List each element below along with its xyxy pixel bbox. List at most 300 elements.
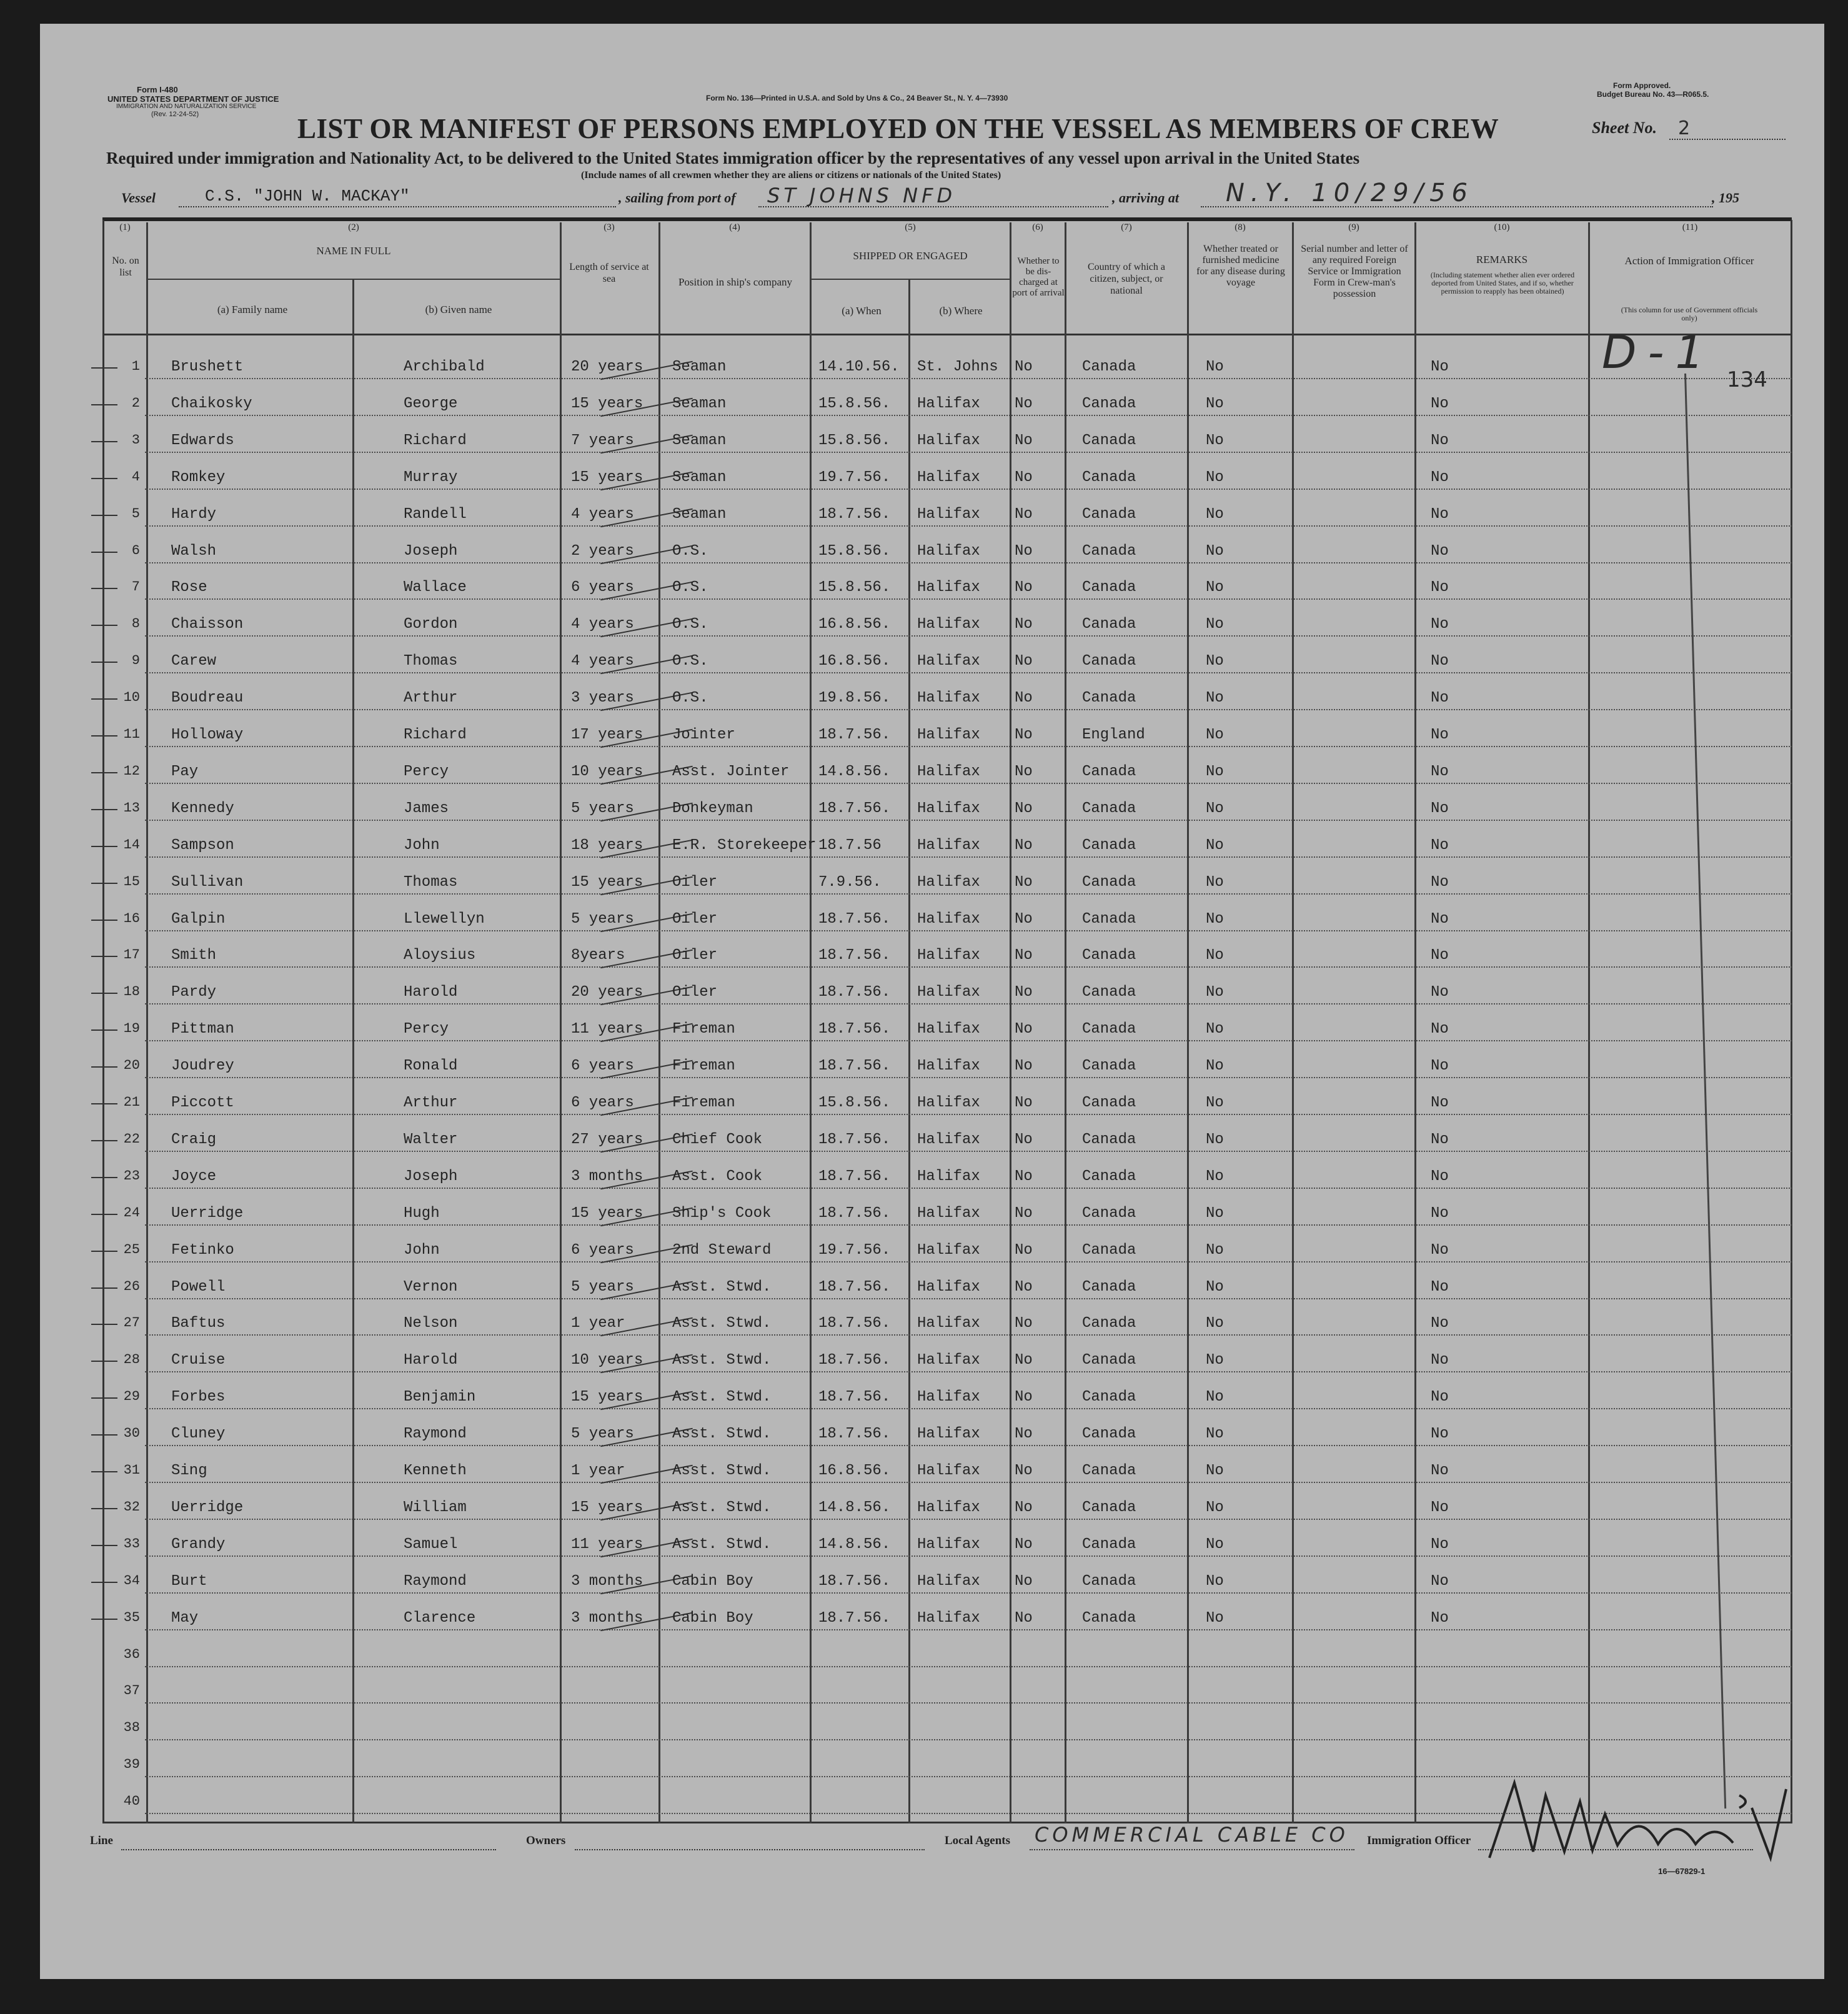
cell-when: 18.7.56. xyxy=(818,1315,891,1332)
row-rule xyxy=(145,1702,1792,1704)
cell-position: Cabin Boy xyxy=(672,1572,753,1590)
cell-length: 5 years xyxy=(571,800,634,817)
cell-position: Asst. Stwd. xyxy=(672,1499,772,1516)
cell-discharged: No xyxy=(1015,690,1033,707)
checkoff-tick xyxy=(91,1287,117,1289)
cell-treated: No xyxy=(1206,1204,1224,1222)
cell-remarks: No xyxy=(1431,947,1449,965)
cell-position: Asst. Stwd. xyxy=(672,1389,772,1406)
cell-remarks: No xyxy=(1431,1131,1449,1148)
cell-country: Canada xyxy=(1082,1278,1136,1296)
cell-remarks: No xyxy=(1431,690,1449,707)
col9-number: (9) xyxy=(1348,222,1359,232)
cell-length: 1 year xyxy=(571,1315,625,1332)
row-number: 29 xyxy=(123,1389,140,1405)
cell-remarks: No xyxy=(1431,873,1449,891)
cell-family: Rose xyxy=(171,579,207,597)
checkoff-tick xyxy=(91,1619,117,1620)
cell-remarks: No xyxy=(1431,1572,1449,1590)
cell-country: Canada xyxy=(1082,836,1136,854)
cell-discharged: No xyxy=(1015,1609,1033,1627)
cell-given: Ronald xyxy=(404,1058,458,1075)
cell-length: 6 years xyxy=(571,1241,634,1259)
required-statement: Required under immigration and Nationality Act, to be delivered to the United States immigration officer by the representatives of any vessel upon arrival in the United States xyxy=(106,149,1360,167)
cell-remarks: No xyxy=(1431,432,1449,449)
row-rule xyxy=(145,635,1792,637)
cell-length: 10 years xyxy=(571,1352,643,1369)
cell-when: 18.7.56. xyxy=(818,1572,891,1590)
cell-given: Walter xyxy=(404,1131,458,1148)
row-rule xyxy=(145,1629,1792,1631)
checkoff-tick xyxy=(91,809,117,810)
arrival-port-date: N.Y. 10/29/56 xyxy=(1226,179,1474,207)
cell-discharged: No xyxy=(1015,542,1033,560)
cell-treated: No xyxy=(1206,1352,1224,1369)
cell-position: E.R. Storekeeper xyxy=(672,836,817,854)
cell-country: Canada xyxy=(1082,690,1136,707)
cell-position: Seaman xyxy=(672,395,727,412)
cell-where: Halifax xyxy=(917,763,980,780)
cell-country: Canada xyxy=(1082,763,1136,780)
checkoff-tick xyxy=(91,735,117,737)
cell-when: 7.9.56. xyxy=(818,873,882,891)
cell-length: 5 years xyxy=(571,1278,634,1296)
owners-underline xyxy=(575,1849,925,1850)
line-label: Line xyxy=(90,1834,113,1847)
cell-treated: No xyxy=(1206,1278,1224,1296)
cell-where: Halifax xyxy=(917,1131,980,1148)
row-number: 3 xyxy=(131,432,140,448)
cell-length: 1 year xyxy=(571,1462,625,1479)
cell-family: Chaisson xyxy=(171,616,244,633)
cell-given: Percy xyxy=(404,763,449,780)
col1-header: No. on list xyxy=(112,255,139,278)
cell-treated: No xyxy=(1206,873,1224,891)
cell-remarks: No xyxy=(1431,542,1449,560)
cell-length: 11 years xyxy=(571,1021,643,1038)
cell-where: Halifax xyxy=(917,1058,980,1075)
cell-length: 3 months xyxy=(571,1572,643,1590)
cell-where: St. Johns xyxy=(917,359,998,375)
cell-given: Archibald xyxy=(404,359,485,375)
line-underline xyxy=(121,1849,496,1850)
row-rule xyxy=(145,415,1792,417)
cell-when: 14.8.56. xyxy=(818,1535,891,1553)
cell-where: Halifax xyxy=(917,542,980,560)
cell-country: Canada xyxy=(1082,1609,1136,1627)
checkoff-tick xyxy=(91,1066,117,1068)
cell-when: 19.8.56. xyxy=(818,690,891,707)
cell-family: Uerridge xyxy=(171,1204,244,1222)
row-number: 2 xyxy=(131,395,140,411)
cell-when: 18.7.56. xyxy=(818,727,891,743)
cell-treated: No xyxy=(1206,469,1224,486)
cell-country: Canada xyxy=(1082,1094,1136,1111)
cell-position: Seaman xyxy=(672,505,727,523)
row-rule xyxy=(145,783,1792,785)
cell-position: O.S. xyxy=(672,542,708,560)
cell-discharged: No xyxy=(1015,800,1033,817)
cell-where: Halifax xyxy=(917,653,980,670)
row-rule xyxy=(145,1334,1792,1336)
cell-country: Canada xyxy=(1082,1499,1136,1516)
cell-family: Brushett xyxy=(171,359,244,375)
cell-where: Halifax xyxy=(917,616,980,633)
cell-when: 15.8.56. xyxy=(818,395,891,412)
cell-remarks: No xyxy=(1431,1204,1449,1222)
col-sep-6 xyxy=(1065,222,1066,1823)
col10-number: (10) xyxy=(1494,222,1510,232)
col2-number: (2) xyxy=(348,222,359,232)
row-rule xyxy=(145,893,1792,895)
cell-position: Ship's Cook xyxy=(672,1204,772,1222)
cell-family: Romkey xyxy=(171,469,226,486)
row-number: 18 xyxy=(123,984,140,1000)
cell-length: 4 years xyxy=(571,505,634,523)
cell-remarks: No xyxy=(1431,1241,1449,1259)
cell-when: 18.7.56. xyxy=(818,1609,891,1627)
row-number: 40 xyxy=(123,1793,140,1810)
vessel-name: C.S. "JOHN W. MACKAY" xyxy=(205,187,410,206)
cell-position: Fireman xyxy=(672,1021,735,1038)
col-sep-1 xyxy=(146,222,148,1823)
sheet-label: Sheet No. xyxy=(1592,119,1657,137)
checkoff-tick xyxy=(91,588,117,589)
row-rule xyxy=(145,856,1792,858)
cell-remarks: No xyxy=(1431,1352,1449,1369)
col4-number: (4) xyxy=(729,222,740,232)
col-sep-4 xyxy=(810,222,812,1823)
cell-family: Joudrey xyxy=(171,1058,234,1075)
checkoff-tick xyxy=(91,441,117,442)
cell-country: Canada xyxy=(1082,469,1136,486)
checkoff-tick xyxy=(91,956,117,957)
row-rule xyxy=(145,1003,1792,1005)
cell-family: Joyce xyxy=(171,1168,217,1185)
cell-position: Fireman xyxy=(672,1094,735,1111)
checkoff-tick xyxy=(91,698,117,700)
cell-remarks: No xyxy=(1431,505,1449,523)
local-agents-label: Local Agents xyxy=(945,1834,1011,1847)
cell-given: John xyxy=(404,1241,440,1259)
cell-discharged: No xyxy=(1015,1131,1033,1148)
row-number: 36 xyxy=(123,1646,140,1662)
row-number: 28 xyxy=(123,1352,140,1368)
cell-country: Canada xyxy=(1082,616,1136,633)
cell-when: 14.10.56. xyxy=(818,359,900,375)
col4-header: Position in ship's company xyxy=(678,276,793,288)
row-number: 19 xyxy=(123,1021,140,1037)
cell-length: 11 years xyxy=(571,1535,643,1553)
cell-remarks: No xyxy=(1431,653,1449,670)
cell-where: Halifax xyxy=(917,1389,980,1406)
row-rule xyxy=(145,598,1792,600)
cell-family: Grandy xyxy=(171,1535,226,1553)
department: UNITED STATES DEPARTMENT OF JUSTICE xyxy=(107,94,279,104)
col11-number: (11) xyxy=(1682,222,1698,232)
checkoff-tick xyxy=(91,1434,117,1436)
cell-given: Joseph xyxy=(404,542,458,560)
cell-remarks: No xyxy=(1431,1021,1449,1038)
cell-when: 18.7.56 xyxy=(818,836,882,854)
arriving-underline xyxy=(1201,206,1713,207)
cell-treated: No xyxy=(1206,1315,1224,1332)
cell-discharged: No xyxy=(1015,1241,1033,1259)
cell-when: 15.8.56. xyxy=(818,579,891,597)
header-divider xyxy=(102,334,1792,335)
col2-header: NAME IN FULL xyxy=(316,245,391,257)
cell-remarks: No xyxy=(1431,1535,1449,1553)
cell-length: 3 months xyxy=(571,1609,643,1627)
cell-position: O.S. xyxy=(672,690,708,707)
checkoff-tick xyxy=(91,625,117,626)
cell-when: 18.7.56. xyxy=(818,1426,891,1443)
cell-discharged: No xyxy=(1015,763,1033,780)
cell-country: Canada xyxy=(1082,1352,1136,1369)
cell-country: Canada xyxy=(1082,359,1136,375)
col11-header: Action of Immigration Officer xyxy=(1624,255,1754,267)
table-right-border xyxy=(1791,220,1792,1823)
cell-country: Canada xyxy=(1082,542,1136,560)
cell-where: Halifax xyxy=(917,395,980,412)
col-sep-2 xyxy=(560,222,562,1823)
cell-treated: No xyxy=(1206,800,1224,817)
row-number: 30 xyxy=(123,1426,140,1442)
cell-when: 16.8.56. xyxy=(818,653,891,670)
cell-given: Benjamin xyxy=(404,1389,476,1406)
cell-remarks: No xyxy=(1431,1499,1449,1516)
cell-family: Chaikosky xyxy=(171,395,252,412)
col5a-header: (a) When xyxy=(842,305,882,317)
cell-family: Sampson xyxy=(171,836,234,854)
cell-where: Halifax xyxy=(917,800,980,817)
cell-position: Oiler xyxy=(672,947,718,965)
row-rule xyxy=(145,820,1792,821)
cell-family: Pay xyxy=(171,763,199,780)
cell-remarks: No xyxy=(1431,1389,1449,1406)
cell-position: Asst. Stwd. xyxy=(672,1426,772,1443)
cell-treated: No xyxy=(1206,947,1224,965)
cell-given: Gordon xyxy=(404,616,458,633)
printer-line: Form No. 136—Printed in U.S.A. and Sold by Uns & Co., 24 Beaver St., N. Y. 4—73930 xyxy=(706,94,1008,102)
row-number: 38 xyxy=(123,1720,140,1736)
cell-where: Halifax xyxy=(917,910,980,928)
cell-treated: No xyxy=(1206,505,1224,523)
col2b-header: (b) Given name xyxy=(425,304,492,315)
cell-given: Raymond xyxy=(404,1426,467,1443)
cell-position: Asst. Stwd. xyxy=(672,1535,772,1553)
cell-family: Boudreau xyxy=(171,690,244,707)
cell-where: Halifax xyxy=(917,432,980,449)
row-rule xyxy=(145,1151,1792,1153)
cell-where: Halifax xyxy=(917,1168,980,1185)
cell-position: Jointer xyxy=(672,727,735,743)
row-number: 33 xyxy=(123,1535,140,1552)
cell-length: 6 years xyxy=(571,1058,634,1075)
cell-discharged: No xyxy=(1015,469,1033,486)
row-number: 23 xyxy=(123,1168,140,1184)
cell-country: Canada xyxy=(1082,653,1136,670)
port-of-departure: ST JOHNS NFD xyxy=(767,184,956,207)
cell-discharged: No xyxy=(1015,873,1033,891)
cell-discharged: No xyxy=(1015,1426,1033,1443)
cell-treated: No xyxy=(1206,1094,1224,1111)
cell-treated: No xyxy=(1206,1131,1224,1148)
cell-length: 20 years xyxy=(571,984,643,1001)
cell-when: 18.7.56. xyxy=(818,800,891,817)
cell-treated: No xyxy=(1206,984,1224,1001)
cell-when: 16.8.56. xyxy=(818,1462,891,1479)
cell-remarks: No xyxy=(1431,1278,1449,1296)
cell-when: 16.8.56. xyxy=(818,616,891,633)
cell-length: 4 years xyxy=(571,653,634,670)
cell-discharged: No xyxy=(1015,1168,1033,1185)
cell-given: Wallace xyxy=(404,579,467,597)
cell-position: Fireman xyxy=(672,1058,735,1075)
row-number: 8 xyxy=(131,616,140,632)
cell-discharged: No xyxy=(1015,1058,1033,1075)
cell-when: 18.7.56. xyxy=(818,947,891,965)
checkoff-tick xyxy=(91,552,117,553)
row-number: 7 xyxy=(131,579,140,595)
cell-treated: No xyxy=(1206,1058,1224,1075)
cell-position: Asst. Stwd. xyxy=(672,1352,772,1369)
row-number: 10 xyxy=(123,690,140,706)
cell-family: Galpin xyxy=(171,910,226,928)
cell-where: Halifax xyxy=(917,1278,980,1296)
cell-family: Walsh xyxy=(171,542,217,560)
shipped-subheader-line xyxy=(810,279,1011,280)
cell-where: Halifax xyxy=(917,1572,980,1590)
cell-remarks: No xyxy=(1431,800,1449,817)
sailing-label: , sailing from port of xyxy=(618,190,736,206)
checkoff-tick xyxy=(91,1397,117,1399)
cell-treated: No xyxy=(1206,1389,1224,1406)
cell-where: Halifax xyxy=(917,505,980,523)
row-number: 34 xyxy=(123,1572,140,1589)
cell-country: Canada xyxy=(1082,432,1136,449)
row-number: 1 xyxy=(131,359,140,374)
cell-given: Nelson xyxy=(404,1315,458,1332)
cell-treated: No xyxy=(1206,1426,1224,1443)
row-rule xyxy=(145,1445,1792,1447)
row-rule xyxy=(145,930,1792,932)
col7-header: Country of which a citizen, subject, or national xyxy=(1088,262,1165,296)
row-rule xyxy=(145,1482,1792,1484)
cell-family: Smith xyxy=(171,947,217,965)
cell-given: Thomas xyxy=(404,873,458,891)
row-number: 6 xyxy=(131,542,140,558)
cell-when: 18.7.56. xyxy=(818,1131,891,1148)
include-statement: (Include names of all crewmen whether they are aliens or citizens or nationals of the United States) xyxy=(581,170,1001,181)
cell-family: Sing xyxy=(171,1462,207,1479)
cell-discharged: No xyxy=(1015,1462,1033,1479)
cell-remarks: No xyxy=(1431,836,1449,854)
form-code: 16—67829-1 xyxy=(1658,1867,1706,1876)
row-rule xyxy=(145,1224,1792,1226)
cell-remarks: No xyxy=(1431,763,1449,780)
cell-remarks: No xyxy=(1431,359,1449,375)
row-rule xyxy=(145,1666,1792,1668)
cell-position: Seaman xyxy=(672,469,727,486)
cell-remarks: No xyxy=(1431,1058,1449,1075)
manifest-sheet xyxy=(40,24,1824,1979)
revision: (Rev. 12-24-52) xyxy=(151,111,199,118)
checkoff-tick xyxy=(91,1545,117,1546)
cell-where: Halifax xyxy=(917,579,980,597)
cell-length: 15 years xyxy=(571,873,643,891)
cell-treated: No xyxy=(1206,836,1224,854)
cell-when: 18.7.56. xyxy=(818,1389,891,1406)
checkoff-tick xyxy=(91,515,117,516)
cell-discharged: No xyxy=(1015,395,1033,412)
cell-country: Canada xyxy=(1082,1204,1136,1222)
cell-treated: No xyxy=(1206,763,1224,780)
checkoff-tick xyxy=(91,662,117,663)
cell-family: Burt xyxy=(171,1572,207,1590)
checkoff-tick xyxy=(91,846,117,847)
cell-treated: No xyxy=(1206,1462,1224,1479)
cell-length: 6 years xyxy=(571,579,634,597)
row-rule xyxy=(145,1040,1792,1042)
cell-length: 8years xyxy=(571,947,625,965)
cell-length: 15 years xyxy=(571,395,643,412)
cell-discharged: No xyxy=(1015,1278,1033,1296)
cell-when: 18.7.56. xyxy=(818,1352,891,1369)
cell-where: Halifax xyxy=(917,1426,980,1443)
row-number: 24 xyxy=(123,1204,140,1221)
cell-treated: No xyxy=(1206,432,1224,449)
cell-country: Canada xyxy=(1082,1462,1136,1479)
cell-discharged: No xyxy=(1015,727,1033,743)
cell-position: O.S. xyxy=(672,616,708,633)
cell-length: 3 years xyxy=(571,690,634,707)
cell-length: 27 years xyxy=(571,1131,643,1148)
col1-number: (1) xyxy=(119,222,131,232)
cell-given: Clarence xyxy=(404,1609,476,1627)
row-rule xyxy=(145,1261,1792,1263)
col-sep-5 xyxy=(1010,222,1011,1823)
col6-header: Whether to be dis-charged at port of arrival xyxy=(1012,256,1065,298)
col3-header: Length of service at sea xyxy=(569,262,649,284)
col10-note: (Including statement whether alien ever ordered deported from United States, and if so, whether permission to reapply has been obtained) xyxy=(1430,270,1575,295)
cell-remarks: No xyxy=(1431,469,1449,486)
row-number: 22 xyxy=(123,1131,140,1147)
cell-discharged: No xyxy=(1015,1352,1033,1369)
cell-country: Canada xyxy=(1082,1021,1136,1038)
col2a-header: (a) Family name xyxy=(217,304,288,315)
cell-length: 10 years xyxy=(571,763,643,780)
cell-country: Canada xyxy=(1082,873,1136,891)
row-rule xyxy=(145,1298,1792,1300)
row-number: 15 xyxy=(123,873,140,890)
checkoff-tick xyxy=(91,1177,117,1178)
cell-position: Cabin Boy xyxy=(672,1609,753,1627)
row-rule xyxy=(145,378,1792,380)
row-rule xyxy=(145,1592,1792,1594)
cell-discharged: No xyxy=(1015,359,1033,375)
cell-family: Forbes xyxy=(171,1389,226,1406)
cell-remarks: No xyxy=(1431,616,1449,633)
cell-given: Harold xyxy=(404,1352,458,1369)
cell-where: Halifax xyxy=(917,469,980,486)
cell-when: 18.7.56. xyxy=(818,910,891,928)
cell-when: 18.7.56. xyxy=(818,1021,891,1038)
cell-given: Murray xyxy=(404,469,458,486)
cell-where: Halifax xyxy=(917,947,980,965)
service: IMMIGRATION AND NATURALIZATION SERVICE xyxy=(116,103,257,110)
row-number: 14 xyxy=(123,836,140,853)
